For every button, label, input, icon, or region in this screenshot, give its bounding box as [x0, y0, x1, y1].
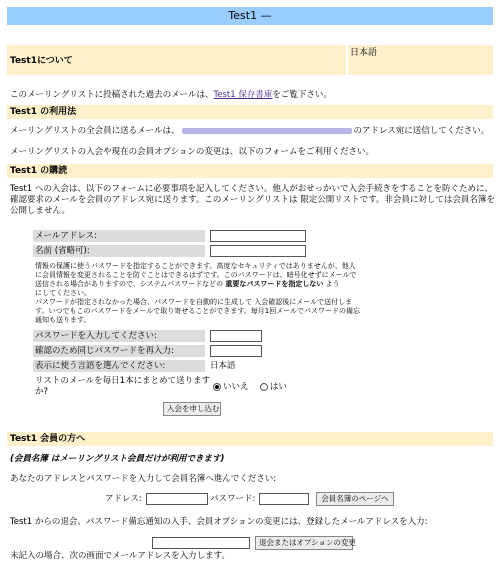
archive-line — [10, 90, 332, 101]
password-confirm-label-cell — [33, 345, 205, 357]
digest-no-label: いいえ — [223, 382, 249, 392]
pw-note-line: 通知も送ります。 — [35, 316, 91, 324]
roster-password-label: パスワード: — [210, 494, 256, 504]
list-address-redacted — [182, 128, 352, 134]
roster-note: (会員名簿 はメーリングリスト会員だけが利用できます) — [10, 454, 225, 464]
language-link[interactable]: 日本語 — [350, 48, 378, 58]
password-confirm-label: 確認のため同じパスワードを再入力: — [35, 346, 174, 356]
name-label-cell — [33, 245, 205, 257]
pw-note-warning: 重要なパスワードを指定しない — [225, 280, 324, 288]
usage-section-header — [7, 105, 493, 119]
about-cell — [7, 45, 346, 75]
name-label: 名前 (省略可): — [35, 246, 90, 256]
usage-line1-prefix: メーリングリストの全会員に送るメールは、 — [10, 126, 180, 136]
pw-note-line: よう — [323, 280, 340, 288]
usage-heading: Test1 の利用法 — [10, 107, 77, 117]
subscribe-section-header — [7, 164, 493, 178]
title-bar — [7, 7, 493, 25]
password-label: パスワードを入力してください: — [35, 331, 157, 341]
password-label-cell — [33, 330, 205, 342]
pw-note-line: パスワードが指定されなかった場合、パスワードを自動的に生成して 入会確認後にメールで送付しま — [35, 298, 353, 306]
subscribe-intro-2: 確認要求のメールを会員のアドレス宛に送ります。このメーリングリストは 限定公開リストです。非会員に対しては会員名簿を — [10, 195, 495, 205]
usage-line1-suffix: のアドレス宛に送信してください。 — [353, 126, 490, 136]
roster-prompt: あなたのアドレスとパスワードを入力して会員名簿へ進んでください: — [10, 474, 277, 484]
usage-options-line: メーリングリストの入会や現在の会員オプションの変更は、以下のフォームをご利用ください。 — [10, 147, 374, 157]
unsubscribe-button[interactable]: 退会またはオプションの変更 — [255, 536, 353, 550]
digest-question — [35, 376, 211, 397]
subscribe-intro-1: Test1 への入会は、以下のフォームに必要事項を記入してください。他人がおせっかいで入会手続きをすることを防ぐために、 — [10, 184, 494, 194]
digest-label: か? — [35, 386, 49, 397]
pw-note-line: 送信される場合がありますので、システムパスワードなどの — [35, 280, 226, 288]
email-label: メールアドレス: — [35, 231, 97, 241]
language-label: 表示に使う言語を選んでください: — [35, 361, 166, 371]
digest-no-radio[interactable] — [213, 383, 221, 391]
page-title: Test1 — — [228, 9, 272, 22]
subscribe-heading: Test1 の購読 — [10, 166, 68, 176]
unsubscribe-prompt: Test1 からの退会、パスワード備忘通知の入手、会員オプションの変更には、登録したメールアドレスを入力: — [10, 517, 428, 527]
members-section-header — [7, 432, 493, 446]
members-heading: Test1 会員の方へ — [10, 434, 86, 444]
email-label-cell — [33, 230, 205, 242]
name-field[interactable] — [210, 245, 306, 257]
digest-yes-label: はい — [269, 382, 287, 392]
pw-note-line: に会員情報を変更されることを防ぐことはできるはずです。このパスワードは、暗号化せずにメールで — [35, 271, 357, 279]
archive-prefix: このメーリングリストに投稿された過去のメールは、 — [10, 90, 214, 100]
language-select[interactable]: 日本語 — [210, 361, 236, 371]
password-note — [35, 262, 361, 325]
language-label-cell — [33, 360, 205, 372]
archive-link[interactable]: Test1 保存書庫 — [213, 90, 273, 100]
pw-note-line: す。いつでもこのパスワードをメールで取り寄せることができます。毎月1回メールでパスワードの備忘 — [35, 307, 361, 315]
archive-suffix: をご覧下さい。 — [272, 90, 332, 100]
about-bar — [7, 45, 493, 75]
subscribe-intro-3: 公開しません。 — [10, 206, 71, 216]
pw-note-line: にしてください。 — [35, 289, 91, 297]
digest-options — [213, 382, 287, 393]
digest-label: リストのメールを毎日1本にまとめて送ります — [35, 376, 211, 386]
pw-note-line: 情報の保護に使うパスワードを指定することができます。高度なセキュリティではありませんが、他人 — [35, 262, 356, 270]
unsubscribe-email-field[interactable] — [152, 537, 250, 549]
roster-address-field[interactable] — [146, 493, 208, 505]
usage-post-line — [10, 126, 489, 137]
blank-note: 未記入の場合、次の画面でメールアドレスを入力します。 — [10, 551, 230, 561]
email-field[interactable] — [210, 230, 306, 242]
subscribe-button[interactable]: 入会を申し込む — [163, 402, 221, 416]
password-field[interactable] — [210, 330, 262, 342]
about-title: Test1について — [10, 56, 73, 66]
password-confirm-field[interactable] — [210, 345, 262, 357]
roster-address-label: アドレス: — [105, 494, 142, 504]
digest-yes-radio[interactable] — [260, 383, 268, 391]
roster-button[interactable]: 会員名簿のページへ — [316, 492, 394, 506]
roster-password-field[interactable] — [259, 493, 309, 505]
language-cell — [348, 45, 493, 75]
